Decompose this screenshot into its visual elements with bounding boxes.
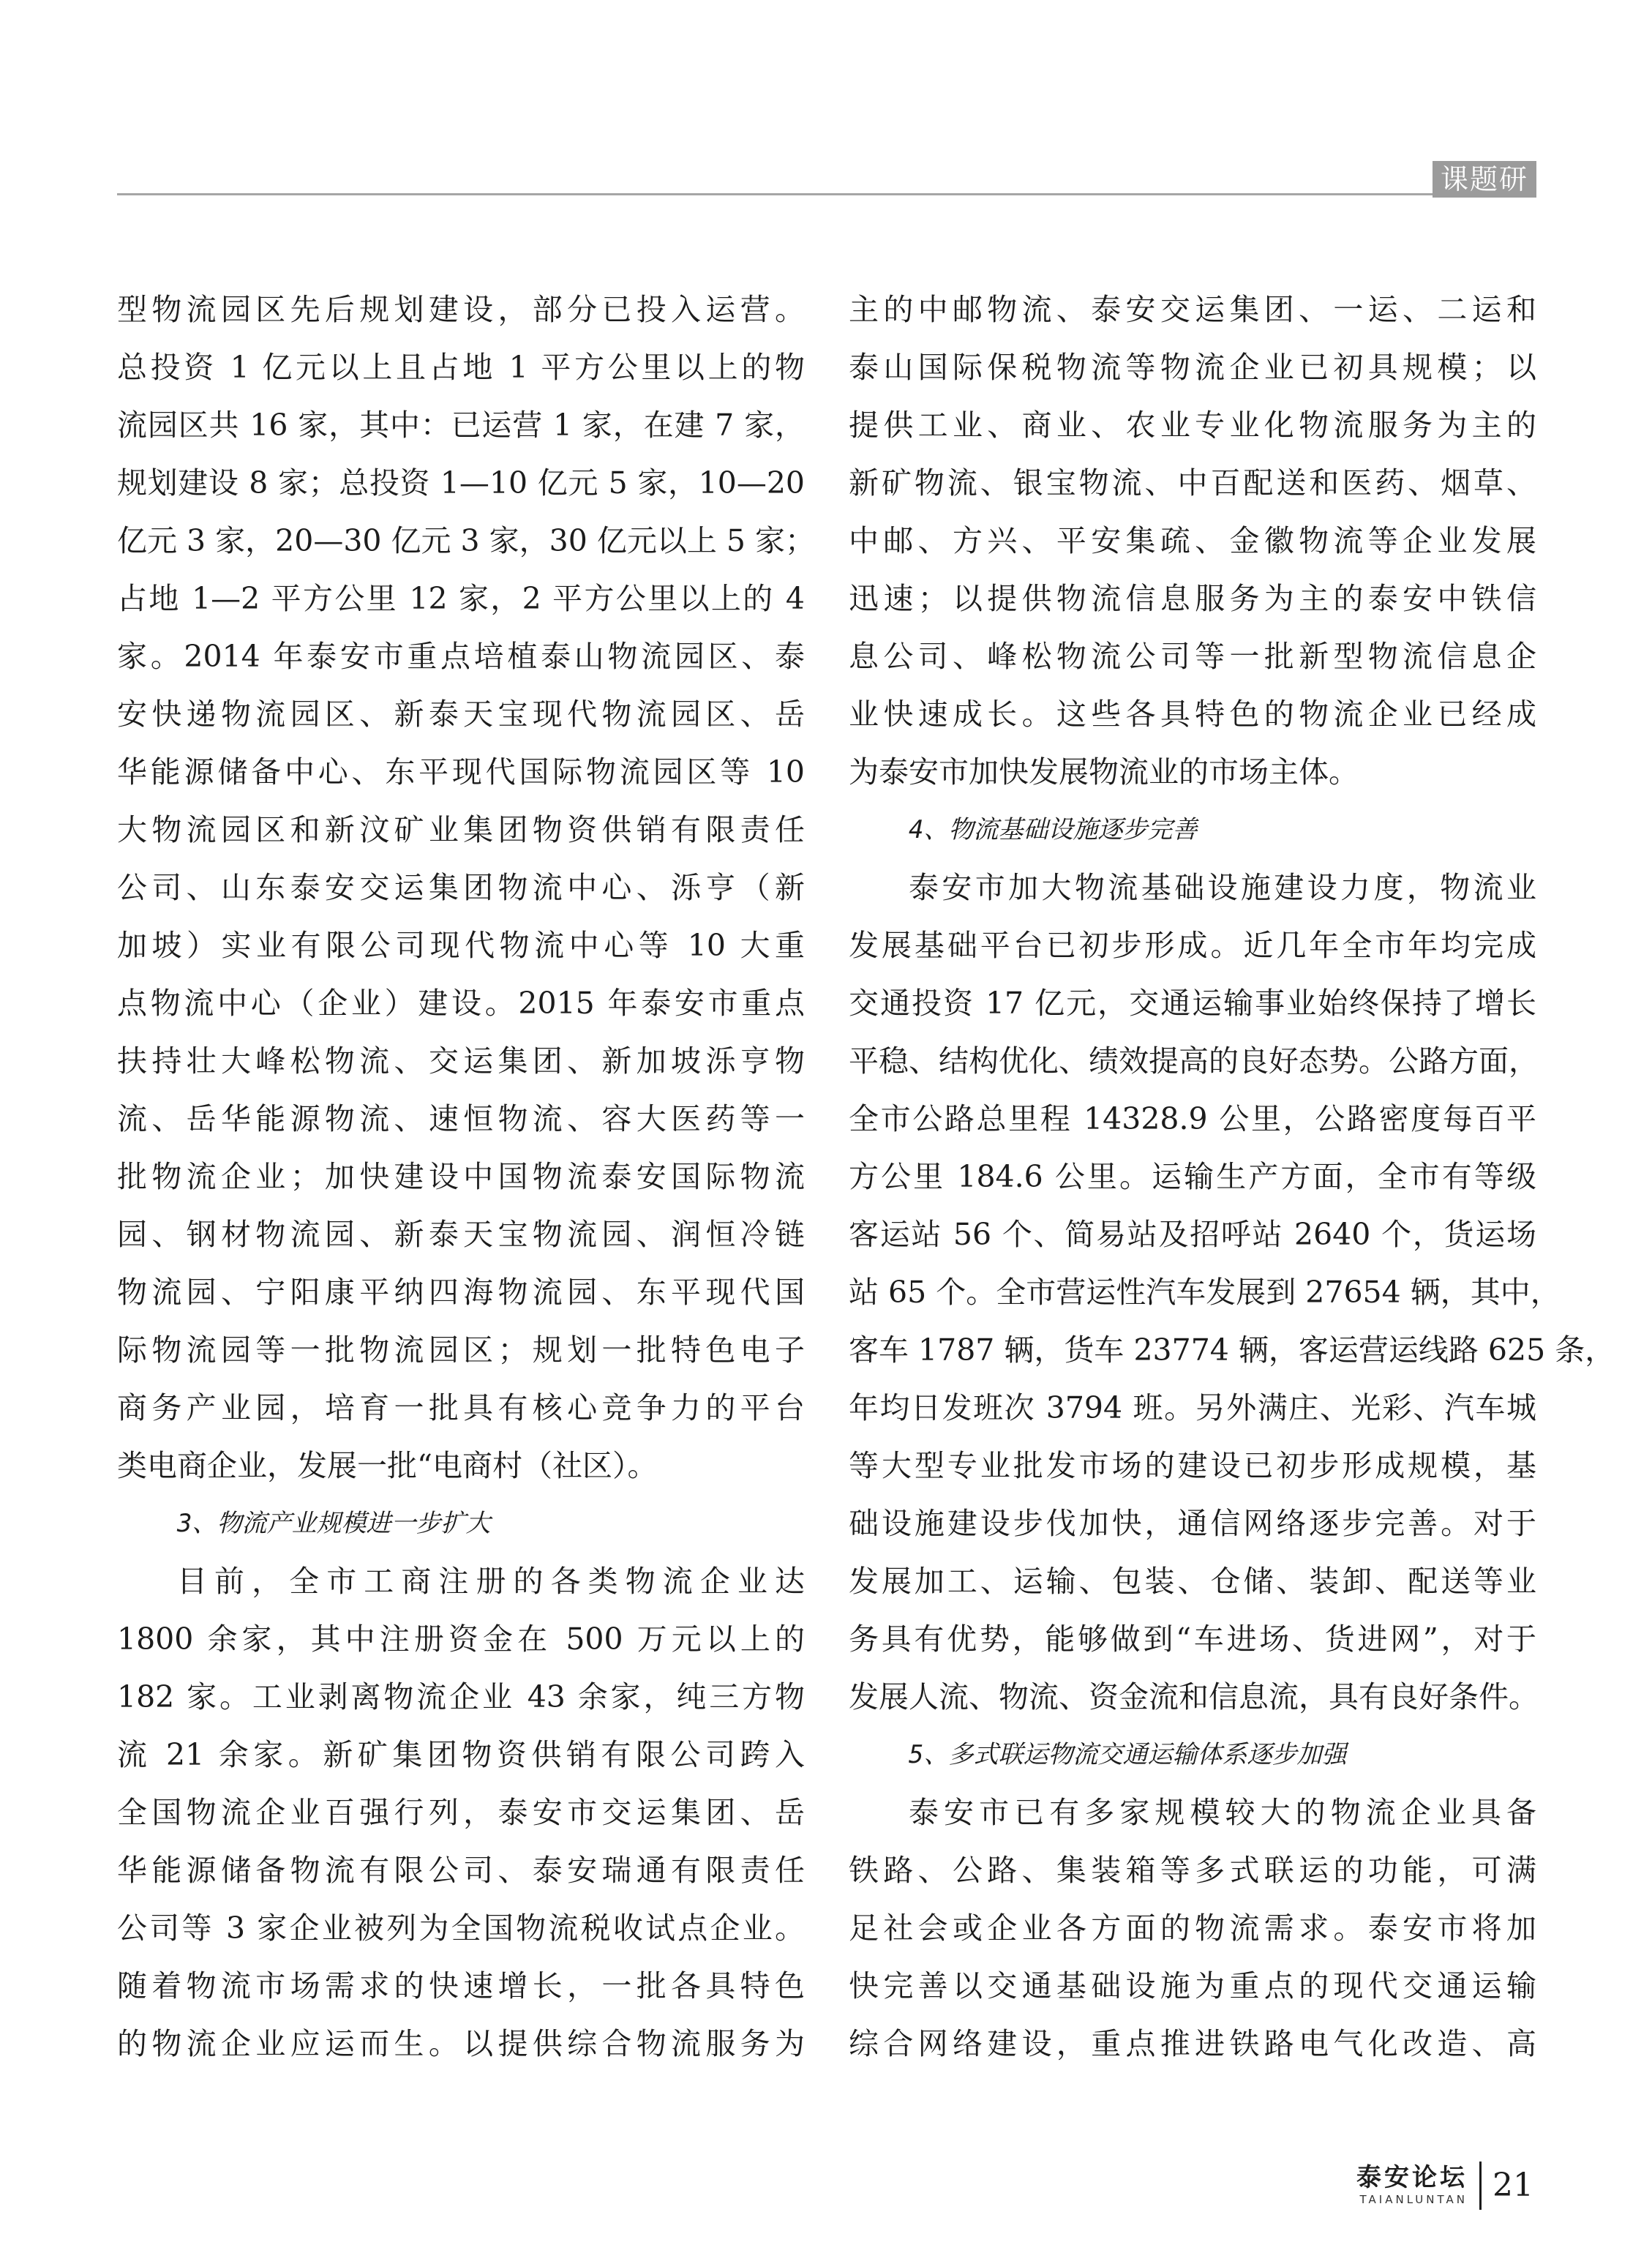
section-subheading: 5、多式联运物流交通运输体系逐步加强: [909, 1740, 1347, 1769]
body-text-line: 园、钢材物流园、新泰天宝物流园、润恒冷链: [117, 1217, 805, 1252]
body-text-line: 批物流企业；加快建设中国物流泰安国际物流: [117, 1159, 805, 1194]
section-subheading: 3、物流产业规模进一步扩大: [177, 1509, 491, 1538]
body-text-line: 物流园、宁阳康平纳四海物流园、东平现代国: [117, 1275, 805, 1310]
body-text-line: 铁路、公路、集装箱等多式联运的功能，可满: [849, 1853, 1536, 1888]
body-text-line: 泰山国际保税物流等物流企业已初具规模；以: [849, 350, 1536, 385]
body-text-line: 站 65 个。全市营运性汽车发展到 27654 辆，其中，: [849, 1275, 1561, 1310]
body-text-line: 泰安市加大物流基础设施建设力度，物流业: [909, 870, 1536, 905]
body-text-line: 加坡）实业有限公司现代物流中心等 10 大重: [117, 928, 805, 963]
body-text-line: 客车 1787 辆，货车 23774 辆，客运营运线路 625 条，: [849, 1332, 1615, 1368]
body-text-line: 发展加工、运输、包装、仓储、装卸、配送等业: [849, 1564, 1536, 1599]
body-text-line: 流 21 余家。新矿集团物资供销有限公司跨入: [117, 1737, 805, 1772]
body-text-line: 全市公路总里程 14328.9 公里，公路密度每百平: [849, 1101, 1536, 1136]
body-text-line: 平稳、结构优化、绩效提高的良好态势。公路方面，: [849, 1043, 1539, 1079]
body-text-line: 家。2014 年泰安市重点培植泰山物流园区、泰: [117, 639, 805, 674]
body-text-line: 大物流园区和新汶矿业集团物资供销有限责任: [117, 812, 805, 847]
body-text-line: 总投资 1 亿元以上且占地 1 平方公里以上的物: [117, 350, 805, 385]
header-rule: [117, 193, 1536, 195]
body-text-line: 发展人流、物流、资金流和信息流，具有良好条件。: [849, 1679, 1539, 1714]
body-text-line: 的物流企业应运而生。以提供综合物流服务为: [117, 2026, 805, 2061]
body-text-line: 公司等 3 家企业被列为全国物流税收试点企业。: [117, 1911, 805, 1946]
body-text-line: 新矿物流、银宝物流、中百配送和医药、烟草、: [849, 465, 1536, 500]
body-text-line: 商务产业园，培育一批具有核心竞争力的平台: [117, 1390, 805, 1425]
body-text-line: 点物流中心（企业）建设。2015 年泰安市重点: [117, 986, 805, 1021]
body-text-line: 1800 余家，其中注册资金在 500 万元以上的: [117, 1621, 805, 1657]
section-subheading: 4、物流基础设施逐步完善: [909, 815, 1198, 844]
body-text-line: 快完善以交通基础设施为重点的现代交通运输: [849, 1968, 1536, 2003]
body-text-line: 客运站 56 个、简易站及招呼站 2640 个，货运场: [849, 1217, 1536, 1252]
footer-brand: [1332, 2163, 1468, 2207]
body-text-line: 础设施建设步伐加快，通信网络逐步完善。对于: [849, 1506, 1536, 1541]
body-text-line: 息公司、峰松物流公司等一批新型物流信息企: [849, 639, 1536, 674]
body-text-line: 扶持壮大峰松物流、交运集团、新加坡泺亨物: [117, 1043, 805, 1079]
body-text-line: 足社会或企业各方面的物流需求。泰安市将加: [849, 1911, 1536, 1946]
magazine-name-pinyin: TAIANLUNTAN: [1359, 2193, 1468, 2206]
body-text-line: 流、岳华能源物流、速恒物流、容大医药等一: [117, 1101, 805, 1136]
body-text-line: 占地 1—2 平方公里 12 家，2 平方公里以上的 4: [117, 581, 805, 616]
body-text-line: 主的中邮物流、泰安交运集团、一运、二运和: [849, 292, 1536, 327]
body-text-line: 类电商企业，发展一批“电商村（社区）。: [117, 1448, 658, 1483]
body-text-line: 综合网络建设，重点推进铁路电气化改造、高: [849, 2026, 1536, 2061]
body-text-line: 方公里 184.6 公里。运输生产方面，全市有等级: [849, 1159, 1536, 1194]
body-text-line: 华能源储备中心、东平现代国际物流园区等 10: [117, 754, 805, 790]
body-text-line: 型物流园区先后规划建设，部分已投入运营。: [117, 292, 805, 327]
left-column: [117, 281, 816, 2073]
body-text-line: 际物流园等一批物流园区；规划一批特色电子: [117, 1332, 805, 1368]
body-text-line: 随着物流市场需求的快速增长，一批各具特色: [117, 1968, 805, 2003]
body-text-line: 安快递物流园区、新泰天宝现代物流园区、岳: [117, 697, 805, 732]
body-text-line: 目前，全市工商注册的各类物流企业达: [177, 1564, 805, 1599]
body-text-line: 泰安市已有多家规模较大的物流企业具备: [909, 1795, 1536, 1830]
section-tag: 课题研究: [1433, 161, 1536, 198]
footer-divider: [1479, 2162, 1482, 2210]
body-text-line: 公司、山东泰安交运集团物流中心、泺亨（新: [117, 870, 805, 905]
body-text-line: 全国物流企业百强行列，泰安市交运集团、岳: [117, 1795, 805, 1830]
body-text-line: 等大型专业批发市场的建设已初步形成规模，基: [849, 1448, 1536, 1483]
body-text-line: 发展基础平台已初步形成。近几年全市年均完成: [849, 928, 1536, 963]
body-text-line: 年均日发班次 3794 班。另外满庄、光彩、汽车城: [849, 1390, 1536, 1425]
body-text-line: 中邮、方兴、平安集疏、金徽物流等企业发展: [849, 523, 1536, 558]
magazine-name: 泰安论坛: [1356, 2163, 1468, 2192]
body-text-line: 业快速成长。这些各具特色的物流企业已经成: [849, 697, 1536, 732]
body-text-line: 务具有优势，能够做到“车进场、货进网”，对于: [849, 1621, 1536, 1657]
body-text-line: 提供工业、商业、农业专业化物流服务为主的: [849, 408, 1536, 443]
body-text-line: 规划建设 8 家；总投资 1—10 亿元 5 家，10—20: [117, 465, 805, 500]
body-text-line: 迅速；以提供物流信息服务为主的泰安中铁信: [849, 581, 1536, 616]
body-text-line: 亿元 3 家，20—30 亿元 3 家，30 亿元以上 5 家；: [117, 523, 816, 558]
body-text-line: 交通投资 17 亿元，交通运输事业始终保持了增长: [849, 986, 1536, 1021]
body-text-line: 华能源储备物流有限公司、泰安瑞通有限责任: [117, 1853, 805, 1888]
body-text-line: 流园区共 16 家，其中：已运营 1 家，在建 7 家，: [117, 408, 805, 443]
right-column: [849, 281, 1615, 2073]
page-number: 21: [1493, 2167, 1533, 2204]
body-text-line: 182 家。工业剥离物流企业 43 余家，纯三方物: [117, 1679, 805, 1714]
body-text-line: 为泰安市加快发展物流业的市场主体。: [849, 754, 1359, 790]
